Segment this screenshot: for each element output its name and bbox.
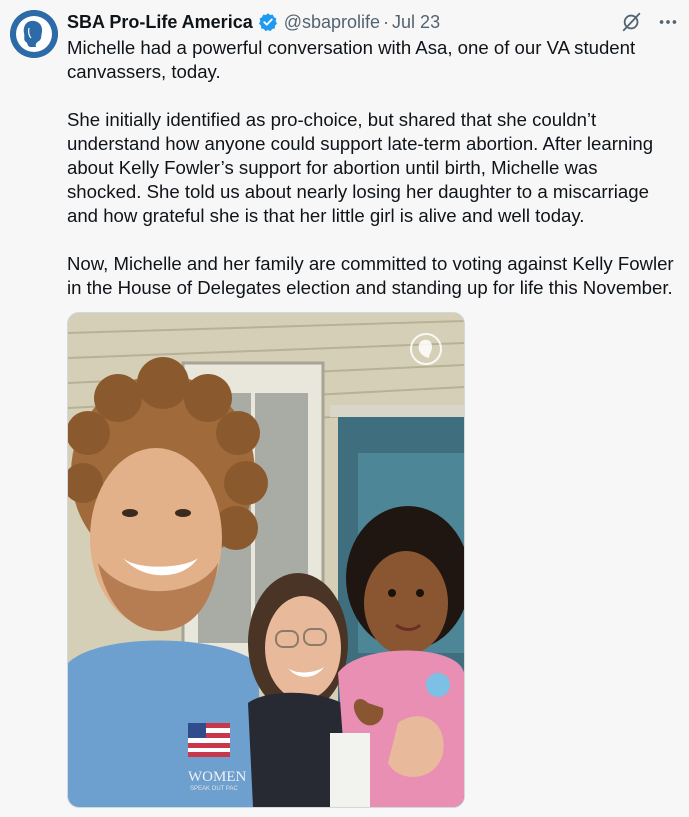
author-handle[interactable]: @sbaprolife bbox=[283, 11, 381, 32]
selfie-photo bbox=[68, 313, 464, 807]
shirt-text: WOMEN bbox=[188, 769, 247, 785]
logo-silhouette-icon bbox=[10, 10, 58, 58]
tweet-paragraph: Michelle had a powerful conversation with Asa, one of our VA student canvassers, today. bbox=[67, 37, 636, 82]
tweet-photo[interactable] bbox=[67, 312, 465, 808]
tweet-date[interactable]: Jul 23 bbox=[392, 11, 441, 32]
shirt-flag bbox=[188, 723, 230, 757]
tweet-header bbox=[67, 10, 679, 34]
tweet-paragraph: She initially identified as pro-choice, but shared that she couldn’t understand how anyone could support late-term abortion. After learning about Kelly Fowler’s support for abortion until birth, Michelle was shocked. She told us about nearly losing her daughter to a miscarriage and how grateful she is that her little girl is alive and well today. bbox=[67, 109, 654, 226]
more-options-icon[interactable] bbox=[657, 11, 679, 33]
grok-icon[interactable] bbox=[621, 11, 643, 33]
shirt-subtext: SPEAK OUT PAC bbox=[190, 786, 238, 792]
author-avatar[interactable] bbox=[10, 10, 58, 58]
tweet-paragraph: Now, Michelle and her family are committed to voting against Kelly Fowler in the House of Delegates election and standing up for life this November. bbox=[67, 253, 674, 298]
separator-dot: · bbox=[383, 11, 390, 32]
header-actions bbox=[621, 11, 679, 33]
author-name[interactable]: SBA Pro-Life America bbox=[67, 11, 253, 32]
tweet-text bbox=[67, 36, 677, 300]
verified-badge-icon[interactable] bbox=[258, 12, 278, 32]
